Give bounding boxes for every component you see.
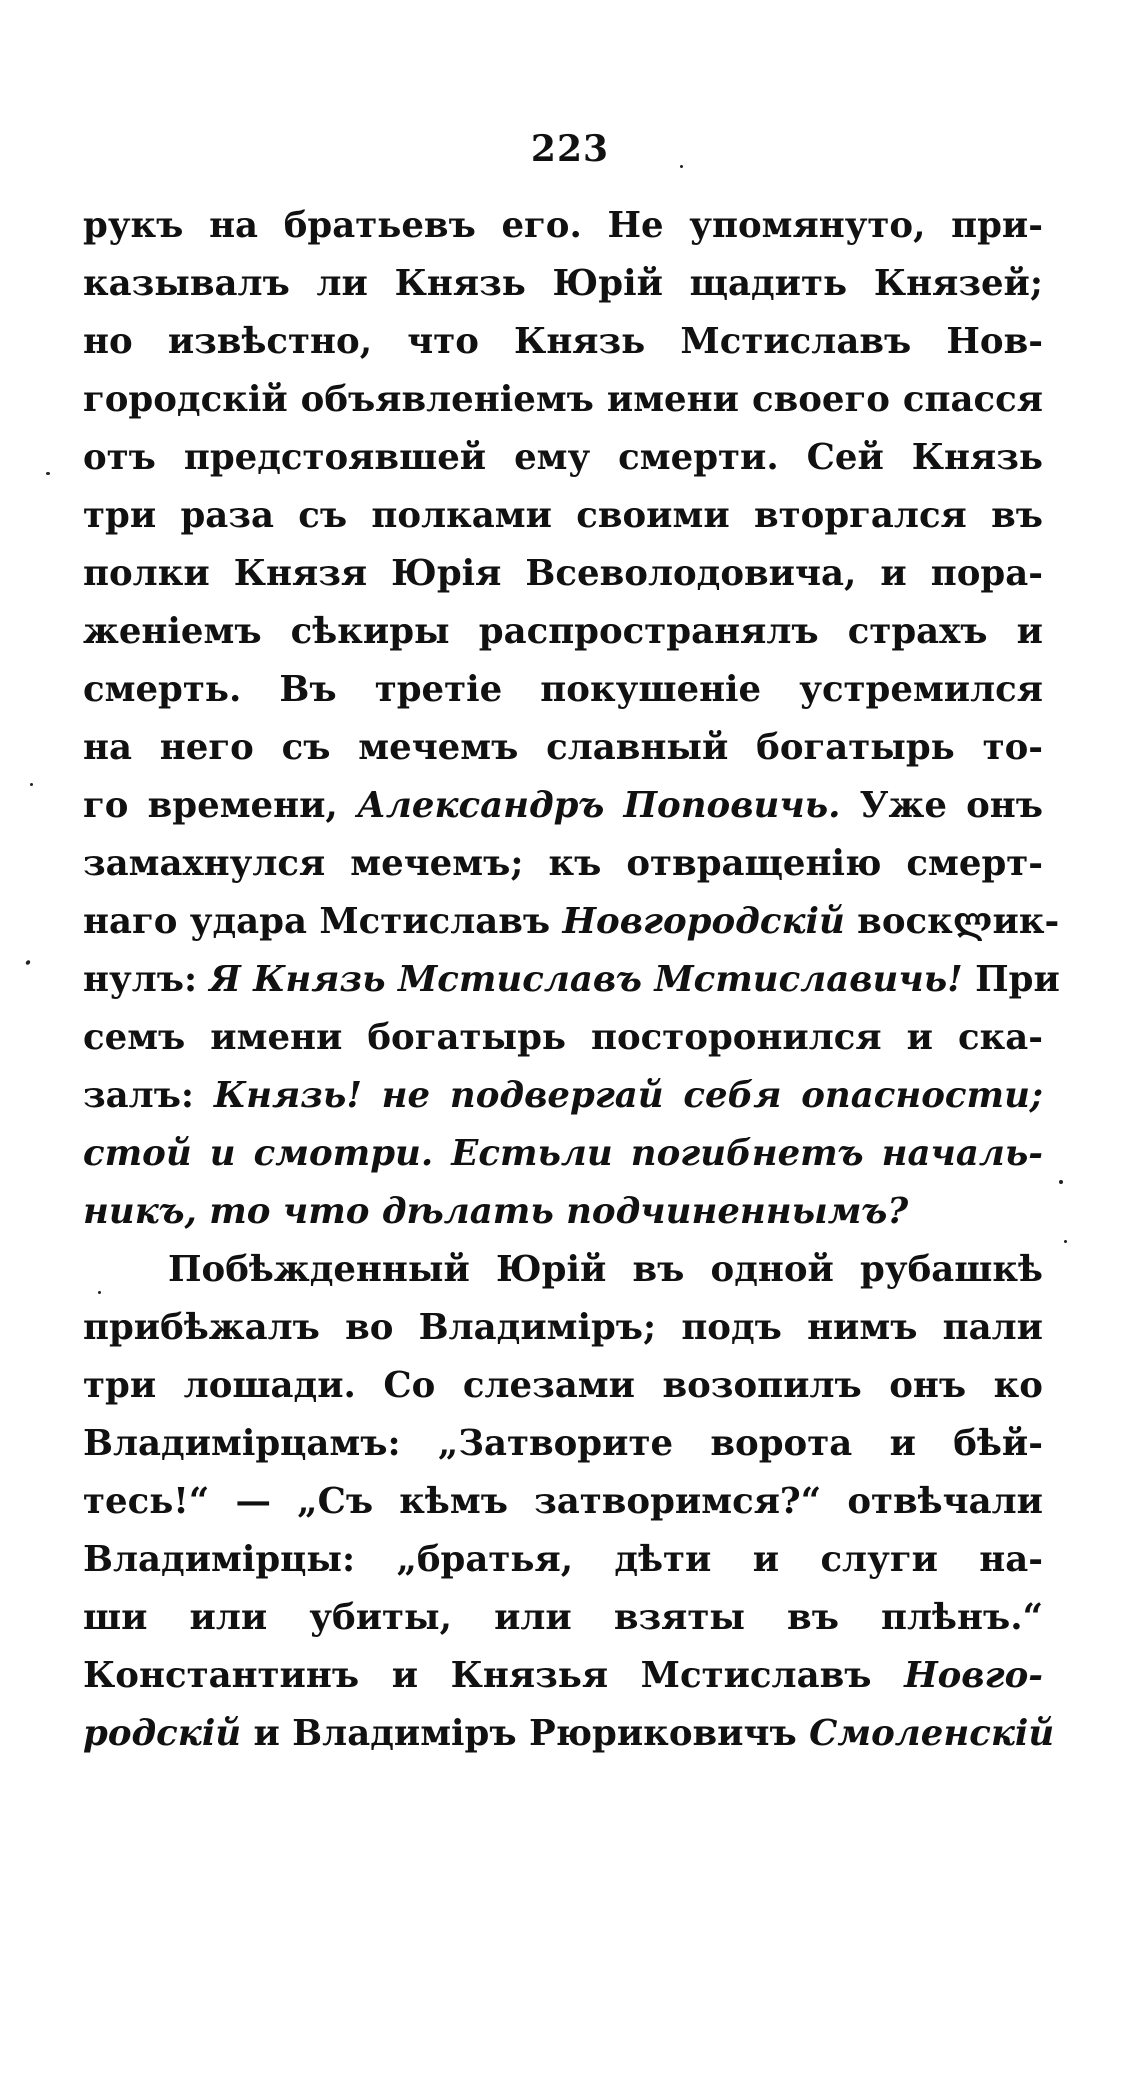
scan-speck bbox=[46, 472, 50, 475]
line-text: Уже онъ bbox=[840, 785, 1043, 826]
text-line bbox=[83, 719, 1043, 777]
line-text: наго удара Мстиславъ bbox=[83, 901, 563, 942]
line-text: тесь!“ — „Съ кѣмъ затворимся?“ отвѣчали bbox=[83, 1481, 1043, 1522]
text-line bbox=[83, 777, 1043, 835]
text-line bbox=[83, 1183, 1043, 1241]
text-line bbox=[83, 1241, 1043, 1299]
line-text: три лошади. Со слезами возопилъ онъ ко bbox=[83, 1365, 1043, 1406]
text-line bbox=[83, 429, 1043, 487]
line-text: городскій объявленіемъ имени своего спасся bbox=[83, 379, 1043, 420]
line-text: полки Князя Юрія Всеволодовича, и пора- bbox=[83, 553, 1043, 594]
line-text: нулъ: bbox=[83, 959, 210, 1000]
text-line bbox=[83, 1299, 1043, 1357]
line-text: три раза съ полками своими вторгался въ bbox=[83, 495, 1043, 536]
text-line bbox=[83, 487, 1043, 545]
italic-text: никъ, то что дѣлать подчиненнымъ? bbox=[83, 1191, 909, 1232]
text-line bbox=[83, 1415, 1043, 1473]
line-text: Побѣжденный Юрій въ одной рубашкѣ bbox=[168, 1249, 1043, 1290]
text-line bbox=[83, 1009, 1043, 1067]
line-text: воскლик- bbox=[844, 901, 1060, 942]
text-line bbox=[83, 1531, 1043, 1589]
text-line bbox=[83, 197, 1043, 255]
line-text: семъ имени богатырь посторонился и ска- bbox=[83, 1017, 1043, 1058]
text-line bbox=[83, 1589, 1043, 1647]
italic-text: Новгородскій bbox=[562, 901, 845, 942]
text-line bbox=[83, 1125, 1043, 1183]
scan-speck bbox=[680, 165, 683, 168]
text-line bbox=[83, 1705, 1055, 1763]
italic-text: Смоленскій bbox=[809, 1713, 1055, 1754]
text-line bbox=[83, 1647, 1043, 1705]
line-text: женіемъ сѣкиры распространялъ страхъ и bbox=[83, 611, 1043, 652]
italic-text: стой и смотри. Естьли погибнетъ началь- bbox=[83, 1133, 1043, 1174]
italic-text: родскій bbox=[83, 1713, 242, 1754]
line-text: прибѣжалъ во Владиміръ; подъ нимъ пали bbox=[83, 1307, 1043, 1348]
italic-text: Князь! не подвергай себя опасности; bbox=[213, 1075, 1044, 1116]
line-text: но извѣстно, что Князь Мстиславъ Нов- bbox=[83, 321, 1043, 362]
line-text: замахнулся мечемъ; къ отвращенію смерт- bbox=[83, 843, 1043, 884]
line-text: на него съ мечемъ славный богатырь то- bbox=[83, 727, 1043, 768]
text-line bbox=[83, 1357, 1043, 1415]
line-text: Владимірцы: „братья, дѣти и слуги на- bbox=[83, 1539, 1043, 1580]
text-line bbox=[83, 1473, 1043, 1531]
line-text: и Владиміръ Рюриковичъ bbox=[241, 1713, 810, 1754]
scan-speck bbox=[25, 959, 31, 965]
text-line bbox=[83, 255, 1043, 313]
page-number: 223 bbox=[530, 128, 610, 170]
italic-text: Александръ Поповичь. bbox=[356, 785, 841, 826]
text-line bbox=[83, 545, 1043, 603]
line-text: смерть. Въ третіе покушеніе устремился bbox=[83, 669, 1043, 710]
text-line bbox=[83, 893, 1060, 951]
line-text: Константинъ и Князья Мстиславъ bbox=[83, 1655, 905, 1696]
text-line bbox=[83, 661, 1043, 719]
line-text: отъ предстоявшей ему смерти. Сей Князь bbox=[83, 437, 1043, 478]
text-line bbox=[83, 835, 1043, 893]
italic-text: Я Князь Мстиславъ Мстиславичь! bbox=[209, 959, 963, 1000]
text-line bbox=[83, 1067, 1043, 1125]
text-line bbox=[83, 371, 1043, 429]
line-text: ши или убиты, или взяты въ плѣнъ.“ bbox=[83, 1597, 1043, 1638]
body-text bbox=[83, 197, 1060, 1763]
scan-speck bbox=[98, 1291, 101, 1294]
text-line bbox=[83, 313, 1043, 371]
line-text: рукъ на братьевъ его. Не упомянуто, при- bbox=[83, 205, 1043, 246]
line-text: казывалъ ли Князь Юрій щадить Князей; bbox=[83, 263, 1043, 304]
line-text: Владимірцамъ: „Затворите ворота и бѣй- bbox=[83, 1423, 1043, 1464]
text-line bbox=[83, 951, 1060, 1009]
scan-speck bbox=[30, 783, 33, 786]
scan-speck bbox=[1059, 1180, 1063, 1184]
scan-speck bbox=[1064, 1240, 1067, 1243]
line-text: При bbox=[962, 959, 1060, 1000]
line-text: залъ: bbox=[83, 1075, 214, 1116]
text-line bbox=[83, 603, 1043, 661]
italic-text: Новго- bbox=[904, 1655, 1043, 1696]
line-text: го времени, bbox=[83, 785, 357, 826]
